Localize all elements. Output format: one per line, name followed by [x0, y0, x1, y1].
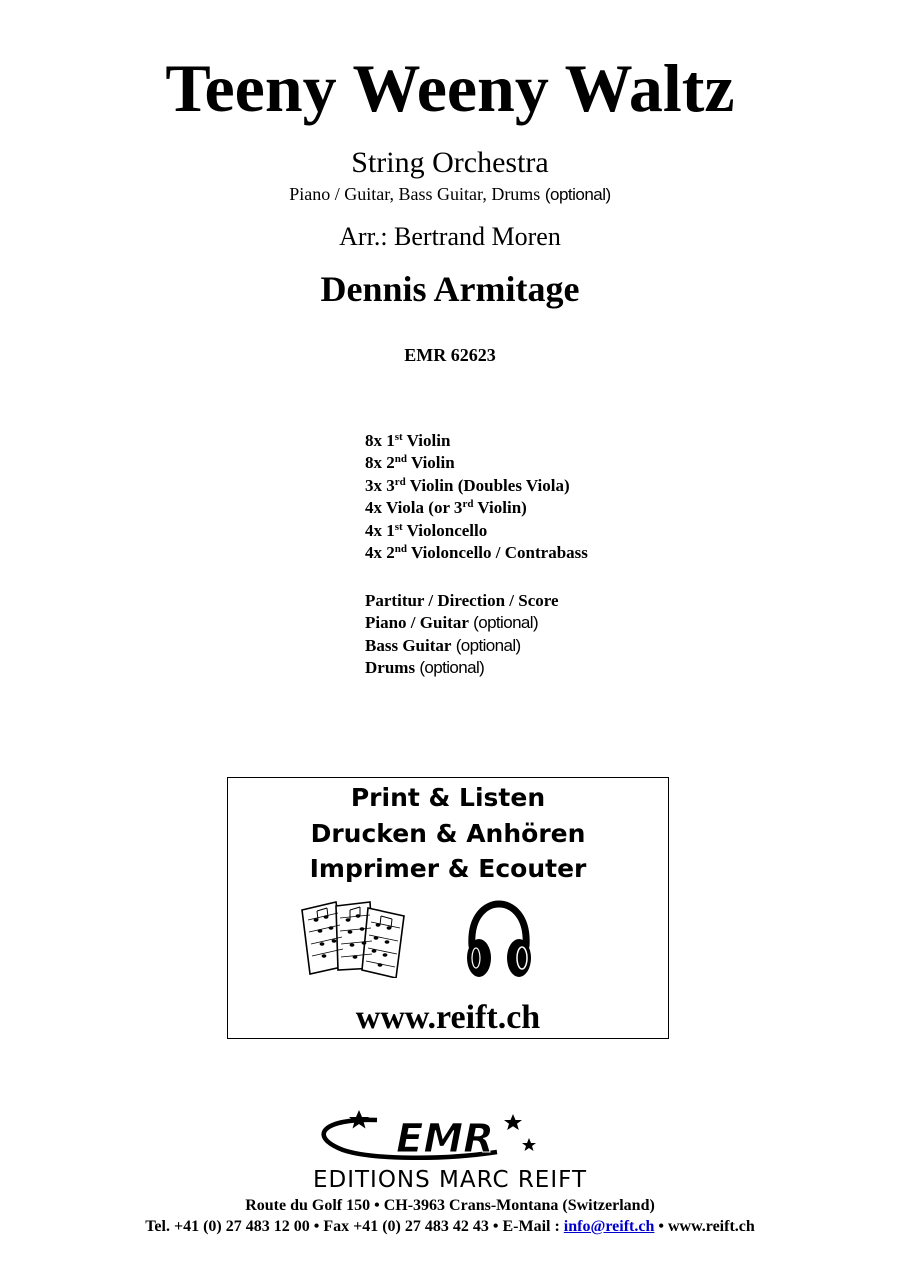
instrumentation-optional: (optional): [544, 185, 611, 204]
print-listen-box: [227, 777, 669, 1039]
parts-list: [365, 430, 588, 564]
extras-list: [365, 590, 559, 680]
promo-line-en: Print & Listen: [350, 783, 546, 812]
logo-letters: EMR: [396, 1116, 494, 1162]
part-item: 4x Viola (or 3rd Violin): [365, 498, 527, 518]
sheet-music-icon: [300, 898, 412, 978]
part-item: 4x 2nd Violoncello / Contrabass: [365, 543, 588, 563]
composer: Dennis Armitage: [320, 269, 580, 309]
logo-name: EDITIONS MARC REIFT: [312, 1167, 588, 1192]
arranger: Arr.: Bertrand Moren: [339, 222, 561, 251]
extra-item: Partitur / Direction / Score: [365, 591, 559, 610]
extra-item: Piano / Guitar (optional): [365, 613, 539, 633]
publisher-contact: Tel. +41 (0) 27 483 12 00 • Fax +41 (0) 27 483 42 43 • E-Mail : info@reift.ch • www.reift.ch: [145, 1218, 755, 1235]
ensemble-subtitle: String Orchestra: [351, 146, 549, 179]
part-item: 3x 3rd Violin (Doubles Viola): [365, 475, 570, 495]
email-link[interactable]: info@reift.ch: [563, 1218, 655, 1235]
part-item: 8x 1st Violin: [365, 431, 451, 450]
promo-line-fr: Imprimer & Ecouter: [309, 854, 587, 883]
headphones-icon: [464, 900, 534, 980]
extra-item: Drums (optional): [365, 658, 485, 678]
extra-item: Bass Guitar (optional): [365, 635, 521, 655]
part-item: 4x 1st Violoncello: [365, 520, 488, 540]
catalog-number: EMR 62623: [404, 345, 496, 365]
instrumentation-main: Piano / Guitar, Bass Guitar, Drums: [289, 184, 541, 204]
page-title: Teeny Weeny Waltz: [165, 50, 735, 126]
publisher-address: Route du Golf 150 • CH-3963 Crans-Montana (Switzerland): [245, 1197, 655, 1214]
part-item: 8x 2nd Violin: [365, 453, 455, 473]
promo-line-de: Drucken & Anhören: [310, 819, 586, 848]
website-link[interactable]: www.reift.ch: [355, 999, 541, 1036]
emr-logo: [245, 1108, 655, 1192]
instrumentation-line: [0, 183, 900, 206]
